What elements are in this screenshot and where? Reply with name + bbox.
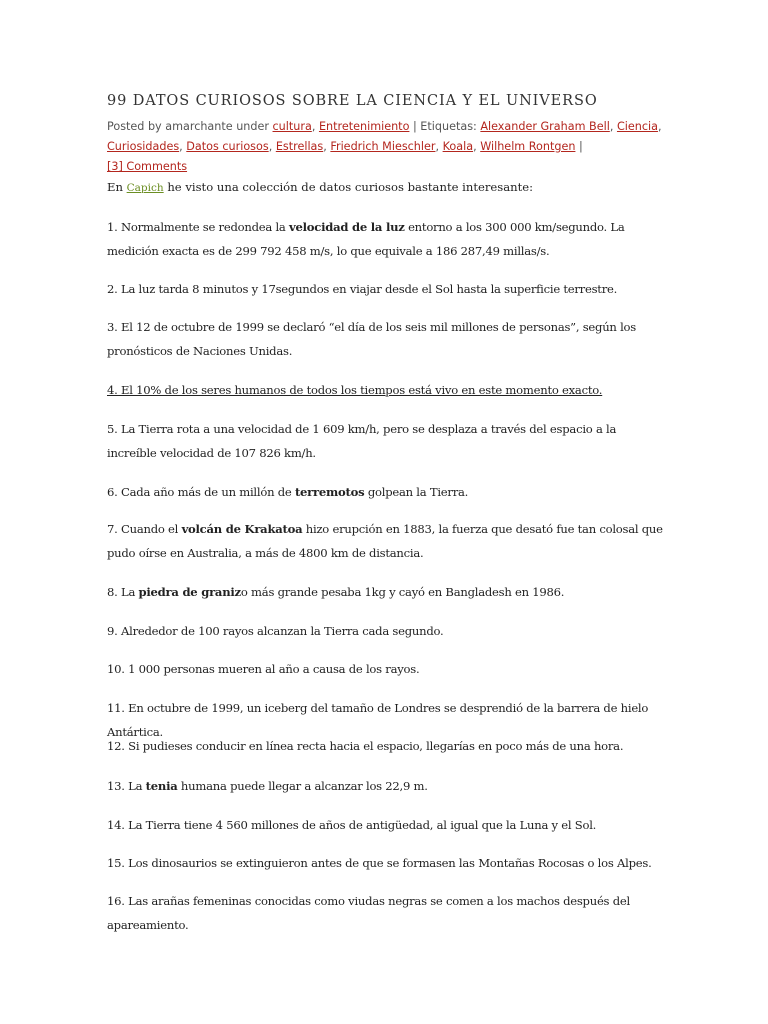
fact-item: 8. La piedra de granizo más grande pesaba 1kg y cayó en Bangladesh en 1986. — [107, 585, 565, 599]
intro-paragraph — [107, 178, 667, 197]
tag-link-estrellas[interactable]: Estrellas — [275, 140, 324, 153]
tags-label: | Etiquetas: — [412, 120, 481, 133]
tag-link-alexander-graham-bell[interactable]: Alexander Graham Bell — [480, 120, 610, 133]
fact-item: 6. Cada año más de un millón de terremotos golpean la Tierra. — [107, 485, 469, 499]
fact-item: 2. La luz tarda 8 minutos y 17segundos en viajar desde el Sol hasta la superficie terrestre. — [107, 282, 618, 296]
fact-item: 15. Los dinosaurios se extinguieron antes de que se formasen las Montañas Rocosas o los Alpes. — [107, 856, 652, 870]
fact-item: 4. El 10% de los seres humanos de todos los tiempos está vivo en este momento exacto. — [107, 383, 603, 397]
fact-item: 10. 1 000 personas mueren al año a causa de los rayos. — [107, 662, 420, 676]
fact-item: 9. Alrededor de 100 rayos alcanzan la Tierra cada segundo. — [107, 624, 444, 638]
category-link-entretenimiento[interactable]: Entretenimiento — [318, 120, 410, 133]
intro-prefix: En — [107, 180, 127, 194]
comments-link[interactable]: [3] Comments — [107, 160, 188, 173]
fact-item: 11. En octubre de 1999, un iceberg del tamaño de Londres se desprendió de la barrera de hielo Antártica. — [107, 701, 649, 739]
tag-link-wilhelm-rontgen[interactable]: Wilhelm Rontgen — [480, 140, 576, 153]
tag-link-datos-curiosos[interactable]: Datos curiosos — [186, 140, 269, 153]
category-link-cultura[interactable]: cultura — [272, 120, 312, 133]
fact-item: 12. Si pudieses conducir en línea recta hacia el espacio, llegarías en poco más de una hora. — [107, 739, 624, 753]
fact-item: 1. Normalmente se redondea la velocidad de la luz entorno a los 300 000 km/segundo. La medición exacta es de 299 792 458 m/s, lo que equivale a 186 287,49 millas/s. — [107, 220, 625, 258]
intro-suffix: he visto una colección de datos curiosos bastante interesante: — [163, 180, 533, 194]
tag-link-friedrich-mieschler[interactable]: Friedrich Mieschler — [330, 140, 436, 153]
fact-item: 3. El 12 de octubre de 1999 se declaró “el día de los seis mil millones de personas”, según los pronósticos de Naciones Unidas. — [107, 320, 636, 358]
fact-item: 16. Las arañas femeninas conocidas como viudas negras se comen a los machos después del apareamiento. — [107, 894, 630, 932]
post-title: 99 DATOS CURIOSOS SOBRE LA CIENCIA Y EL UNIVERSO — [107, 93, 598, 109]
tag-link-ciencia[interactable]: Ciencia — [616, 120, 658, 133]
capich-link[interactable]: Capich — [126, 182, 164, 194]
posted-by-text: Posted by amarchante under — [107, 120, 273, 133]
fact-item: 5. La Tierra rota a una velocidad de 1 609 km/h, pero se desplaza a través del espacio a la increíble velocidad de 107 826 km/h. — [107, 422, 617, 460]
fact-item: 14. La Tierra tiene 4 560 millones de años de antigüedad, al igual que la Luna y el Sol. — [107, 818, 597, 832]
fact-item: 7. Cuando el volcán de Krakatoa hizo erupción en 1883, la fuerza que desató fue tan colosal que pudo oírse en Australia, a más de 4800 km de distancia. — [107, 522, 663, 560]
post-meta: Posted by amarchante under cultura, Entretenimiento | Etiquetas: Alexander Graham Bell, Ciencia, Curiosidades, Datos curiosos, Estrellas, Friedrich Mieschler, Koala, Wilhelm Rontgen | [3] Comments — [107, 120, 662, 173]
tag-link-koala[interactable]: Koala — [442, 140, 474, 153]
fact-item: 13. La tenia humana puede llegar a alcanzar los 22,9 m. — [107, 779, 428, 793]
tag-link-curiosidades[interactable]: Curiosidades — [107, 140, 180, 153]
